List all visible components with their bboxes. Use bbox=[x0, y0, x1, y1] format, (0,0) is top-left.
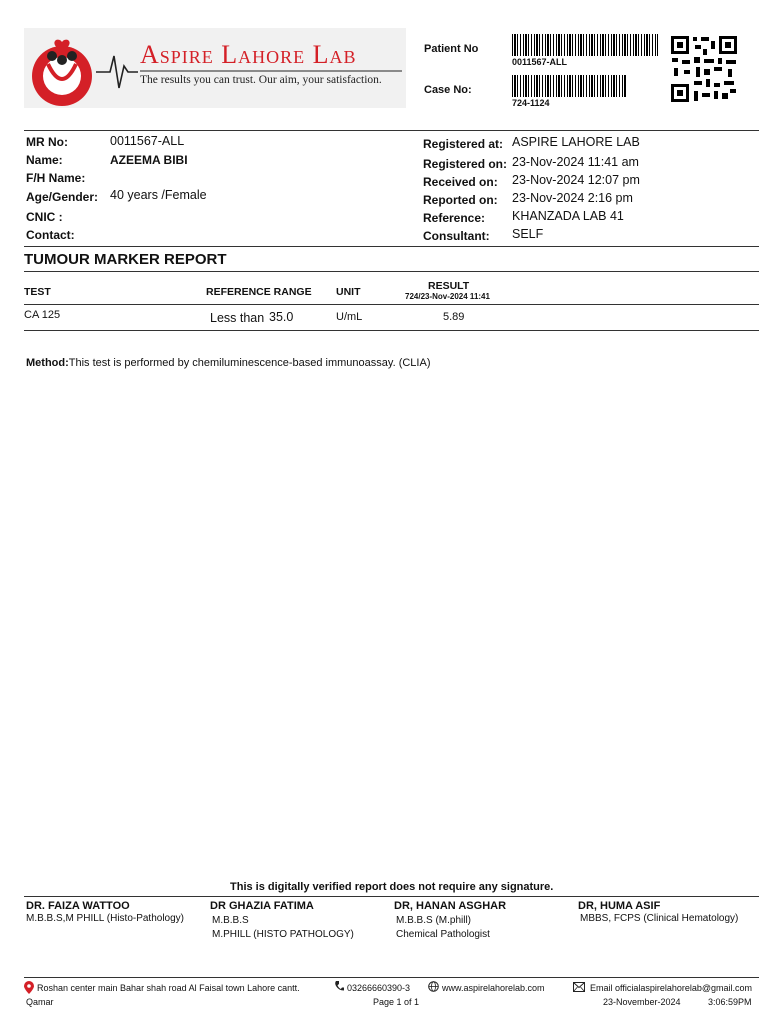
method-label: Method: bbox=[26, 357, 69, 369]
col-range-header: REFERENCE RANGE bbox=[206, 286, 312, 298]
col-unit-header: UNIT bbox=[336, 286, 361, 298]
report-title: TUMOUR MARKER REPORT bbox=[24, 251, 227, 268]
reference-label: Reference: bbox=[423, 211, 486, 225]
phone-icon bbox=[334, 981, 344, 992]
fh-name-label: F/H Name: bbox=[26, 171, 86, 185]
email-link[interactable]: Email officialaspirelahorelab@gmail.com bbox=[590, 983, 753, 993]
globe-icon bbox=[428, 981, 439, 992]
patient-barcode bbox=[512, 34, 658, 56]
printed-by-user: Qamar bbox=[26, 997, 54, 1007]
method-text: This test is performed by chemiluminescence-based immunoassay. (CLIA) bbox=[68, 357, 431, 369]
row-range-value: 35.0 bbox=[269, 310, 294, 324]
case-barcode bbox=[512, 75, 626, 97]
location-pin-icon bbox=[24, 981, 34, 994]
registered-on-label: Registered on: bbox=[423, 157, 508, 171]
lab-tagline: The results you can trust. Our aim, your satisfaction. bbox=[140, 74, 382, 86]
print-date: 23-November-2024 bbox=[603, 997, 681, 1007]
page-number: Page 1 of 1 bbox=[373, 997, 420, 1007]
mr-no-label: MR No: bbox=[26, 135, 68, 149]
col-result-subheader: 724/23-Nov-2024 11:41 bbox=[405, 292, 490, 301]
info-divider bbox=[24, 246, 759, 247]
col-result-header: RESULT bbox=[428, 280, 470, 292]
lab-logo-icon bbox=[28, 30, 98, 106]
name-label: Name: bbox=[26, 153, 63, 167]
table-end-divider bbox=[24, 330, 759, 331]
registered-at-value: ASPIRE LAHORE LAB bbox=[512, 135, 640, 149]
registered-on-value: 23-Nov-2024 11:41 am bbox=[512, 155, 639, 169]
doctor-1-qualification: M.B.B.S,M PHILL (Histo-Pathology) bbox=[26, 913, 185, 924]
qr-code-icon bbox=[670, 35, 738, 103]
registered-at-label: Registered at: bbox=[423, 137, 504, 151]
name-value: AZEEMA BIBI bbox=[110, 153, 188, 167]
cnic-label: CNIC : bbox=[26, 210, 63, 224]
reported-on-label: Reported on: bbox=[423, 193, 498, 207]
lab-name: Aspire Lahore Lab bbox=[140, 40, 357, 69]
case-barcode-text: 724-1124 bbox=[512, 98, 550, 108]
header-divider bbox=[24, 130, 759, 131]
footer-bottom-divider bbox=[24, 977, 759, 978]
title-divider bbox=[24, 271, 759, 272]
table-header-divider bbox=[24, 304, 759, 305]
lab-name-underline bbox=[140, 70, 402, 72]
doctor-2-qualification-2: M.PHILL (HISTO PATHOLOGY) bbox=[212, 929, 354, 940]
doctor-4-qualification: MBBS, FCPS (Clinical Hematology) bbox=[580, 913, 739, 924]
doctor-3-name: DR, HANAN ASGHAR bbox=[394, 900, 507, 912]
doctor-4-name: DR, HUMA ASIF bbox=[578, 900, 661, 912]
verified-note: This is digitally verified report does not require any signature. bbox=[230, 881, 554, 893]
doctor-2-name: DR GHAZIA FATIMA bbox=[210, 900, 314, 912]
patient-barcode-text: 0011567-ALL bbox=[512, 57, 568, 67]
doctor-1-name: DR. FAIZA WATTOO bbox=[26, 900, 130, 912]
patient-no-label: Patient No bbox=[424, 43, 479, 55]
col-test-header: TEST bbox=[24, 286, 51, 298]
doctor-3-qualification-2: Chemical Pathologist bbox=[396, 929, 490, 940]
received-on-label: Received on: bbox=[423, 175, 498, 189]
heartbeat-line-icon bbox=[96, 48, 138, 92]
website-link[interactable]: www.aspirelahorelab.com bbox=[442, 983, 545, 993]
doctor-3-qualification: M.B.B.S (M.phill) bbox=[396, 915, 472, 926]
doctor-2-qualification: M.B.B.S bbox=[212, 915, 249, 926]
print-time: 3:06:59PM bbox=[708, 997, 752, 1007]
age-gender-label: Age/Gender: bbox=[26, 190, 99, 204]
consultant-label: Consultant: bbox=[423, 229, 490, 243]
consultant-value: SELF bbox=[512, 227, 544, 241]
mr-no-value: 0011567-ALL bbox=[110, 134, 185, 148]
address-text: Roshan center main Bahar shah road Al Faisal town Lahore cantt. bbox=[37, 983, 300, 993]
footer-top-divider bbox=[24, 896, 759, 897]
phone-text: 03266660390-3 bbox=[347, 983, 411, 993]
reference-value: KHANZADA LAB 41 bbox=[512, 209, 624, 223]
reported-on-value: 23-Nov-2024 2:16 pm bbox=[512, 191, 633, 205]
case-no-label: Case No: bbox=[424, 84, 472, 96]
age-gender-value: 40 years /Female bbox=[110, 188, 207, 202]
row-unit: U/mL bbox=[336, 311, 363, 323]
row-test: CA 125 bbox=[24, 309, 61, 321]
contact-label: Contact: bbox=[26, 228, 75, 242]
received-on-value: 23-Nov-2024 12:07 pm bbox=[512, 173, 640, 187]
row-range-prefix: Less than bbox=[210, 311, 265, 325]
mail-icon bbox=[573, 982, 585, 992]
method-note bbox=[26, 357, 430, 369]
row-result: 5.89 bbox=[443, 311, 465, 323]
